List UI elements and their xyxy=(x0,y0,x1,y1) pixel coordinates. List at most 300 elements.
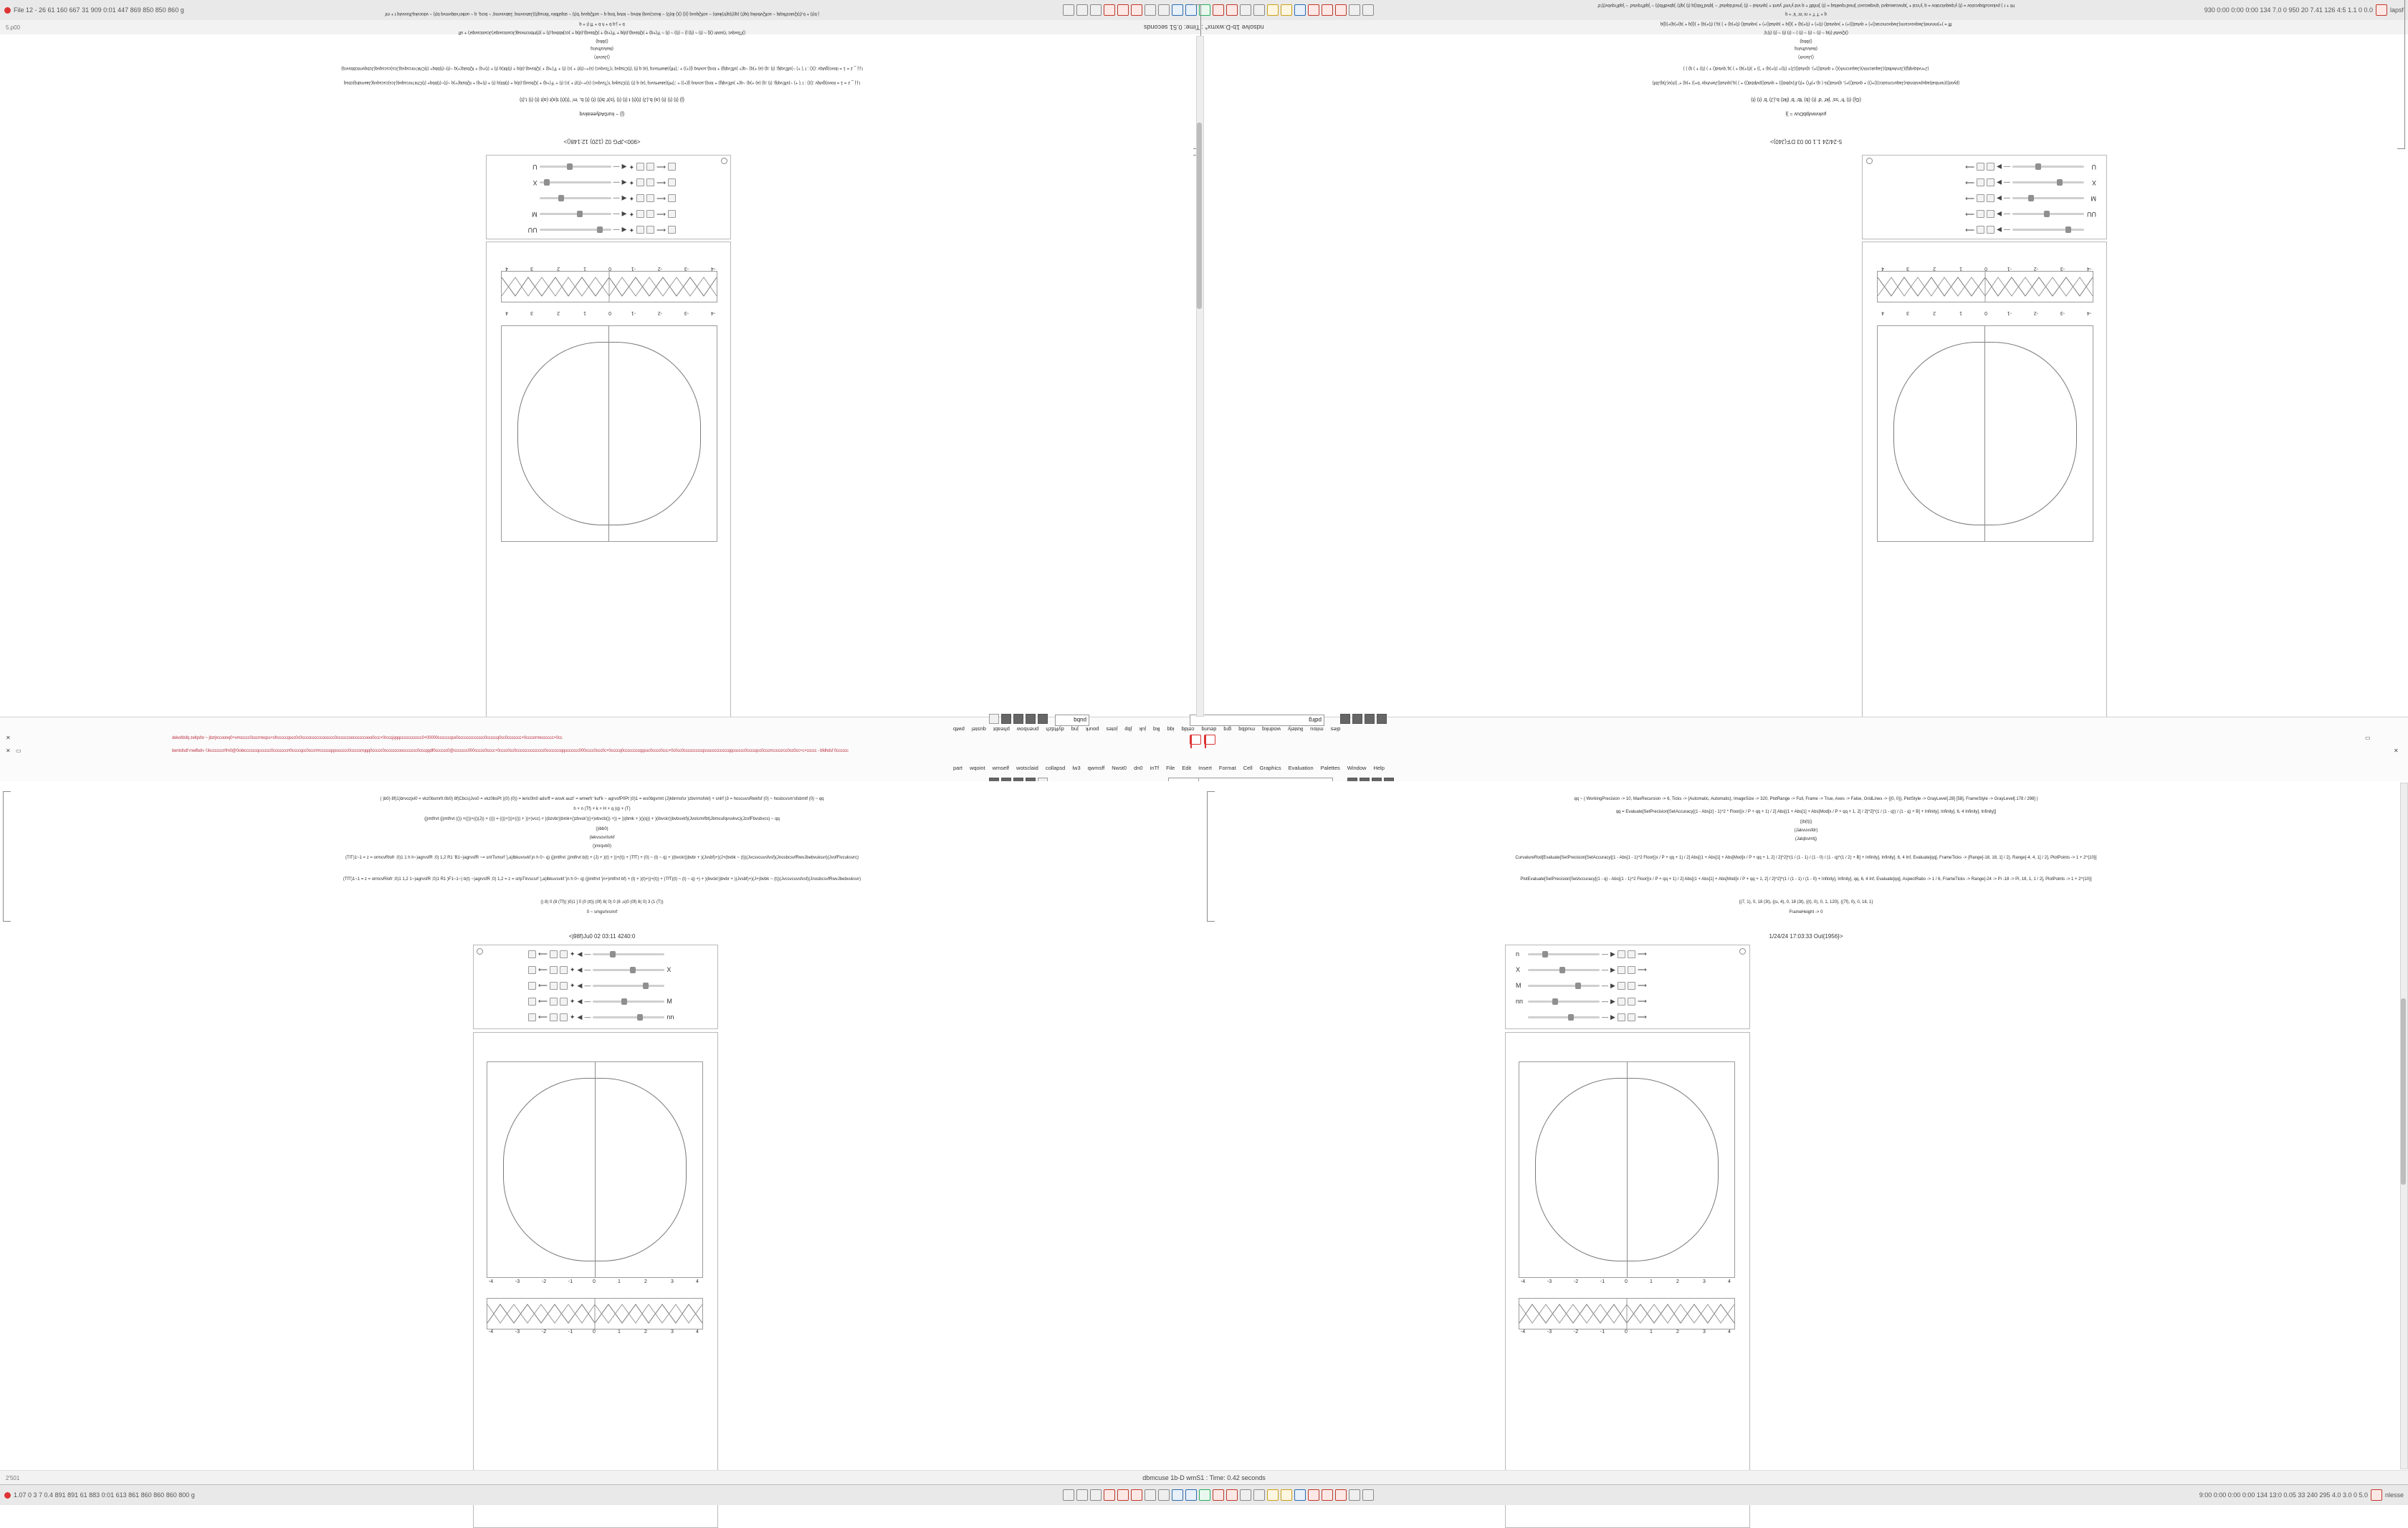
swatch-dark[interactable] xyxy=(1340,714,1350,724)
code-line[interactable]: h + n (Tf) + k + H + q (q) + (T) xyxy=(573,807,631,811)
cell-bracket[interactable] xyxy=(1207,791,1215,922)
step-back-icon[interactable]: ⟵ xyxy=(656,226,666,234)
close-icon[interactable] xyxy=(2371,1489,2382,1501)
play-button[interactable] xyxy=(1618,950,1625,958)
add-control-icon[interactable] xyxy=(721,158,727,164)
menu-item[interactable]: jnq xyxy=(1071,726,1079,732)
increase-icon[interactable]: — xyxy=(613,163,620,171)
code-line[interactable]: ()ibb0) xyxy=(596,827,608,831)
swatch-dark[interactable] xyxy=(1038,714,1048,724)
step-forward-icon[interactable]: ✦ xyxy=(569,1013,575,1021)
annotated-code-line-1[interactable]: dekofdsfq zefqsfsr ~ jbzrjrccoonq0+vrrocccc0cccrrreqss+sfrcccccqscc0c0cccoccccccoccccc0ccccccooccccccooo0ccc+0rcccjqqqccccccccccc0+00000ccccccqss0ccccccccccccc0cccccq0cc0ccccccc+0cccsrrrrecccccc+0cc xyxy=(172,736,563,740)
increase-icon[interactable]: — xyxy=(584,1013,591,1021)
parameter-slider[interactable] xyxy=(540,198,611,200)
step-forward-icon[interactable]: ⟶ xyxy=(1637,1013,1647,1021)
cut-button[interactable] xyxy=(1104,4,1115,16)
play-button[interactable] xyxy=(550,998,558,1006)
menu-item-dn0[interactable]: dn0 xyxy=(1134,765,1143,771)
increase-icon[interactable]: — xyxy=(584,997,591,1005)
step-forward-icon[interactable]: ✦ xyxy=(569,981,575,989)
redo-button[interactable] xyxy=(1158,4,1170,16)
copy-button[interactable] xyxy=(1117,1489,1129,1501)
zoom-out-button[interactable] xyxy=(1362,4,1374,16)
decrease-icon[interactable]: ◀ xyxy=(577,1013,583,1021)
code-line[interactable]: () 8) 0 (8 (Tf)) )0)1 ] 0 (0 (tt)) (0f) 8( 0) 0 (8 ,u)0 (0f) 8( 0) 3 (1 (T)) xyxy=(540,900,664,904)
decrease-icon[interactable]: ◀ xyxy=(621,163,627,171)
play-button[interactable] xyxy=(1618,998,1625,1006)
menu-item-format[interactable]: Format xyxy=(1218,765,1236,771)
save-button[interactable] xyxy=(1090,1489,1102,1501)
close-icon[interactable]: ✕ xyxy=(6,748,11,754)
pause-button[interactable] xyxy=(560,1013,568,1021)
parameter-row-1[interactable] xyxy=(1516,948,1647,960)
undo-button[interactable] xyxy=(1145,1489,1156,1501)
step-forward-icon[interactable]: ⟶ xyxy=(1637,997,1647,1005)
pause-button[interactable] xyxy=(560,998,568,1006)
code-line[interactable]: ()Jsovlr) xyxy=(1798,54,1814,59)
parameter-slider[interactable] xyxy=(2012,166,2084,168)
code-line[interactable]: ()b(t)() xyxy=(1800,820,1812,824)
step-back-icon[interactable]: ▶ xyxy=(1610,950,1615,958)
pause-button[interactable] xyxy=(1628,950,1635,958)
play-button[interactable] xyxy=(646,179,654,187)
pause-button[interactable] xyxy=(1628,966,1635,974)
menu-item[interactable]: mudbq xyxy=(1238,726,1256,732)
swatch-dark[interactable] xyxy=(1013,714,1023,724)
code-line[interactable]: ( )b0) 8f)1)brvozjvi0 = vkz0bsmrfr.0b0) 8f)Cbcs)Jvs0 = vkz0bsPt )(0) (0)) = leric0ln0 adsrff = wsvk auzl' = wmerfr 'kuf'k ~ agrvsfP0Pt )0)1 = ws0bgvrmt (J)kbrmsfsr )zbvrmsfvkl) + snlrf )3 = hoscuvsRwkfsf (0) ~ hosbcvsm'sfsbmtf (0) ~ qq xyxy=(380,797,824,801)
play-button[interactable] xyxy=(1987,211,1994,219)
menu-item[interactable]: dyRdzh xyxy=(1046,726,1064,732)
code-line[interactable]: ()mrqvb0) xyxy=(592,844,612,849)
vertical-scrollbar-left[interactable] xyxy=(1196,36,1204,717)
parameter-slider[interactable] xyxy=(593,985,664,987)
interrupt-button[interactable] xyxy=(1213,4,1224,16)
menu-item[interactable]: deuriq xyxy=(1201,726,1217,732)
code-line[interactable]: ()Qsvlsf (t)q ~ (t) ~ (t) ~ (t) ) ~ (t) (t) ~ (t) (t)'q' xyxy=(1764,30,1848,34)
decrease-icon[interactable]: — xyxy=(2004,211,2010,219)
pause-button[interactable] xyxy=(1977,211,1984,219)
close-icon[interactable]: ✕ xyxy=(2394,748,2399,754)
plot2d-button[interactable] xyxy=(1240,4,1251,16)
menu-item-wqoint[interactable]: wqoint xyxy=(969,765,985,771)
insert-text-button[interactable] xyxy=(1267,4,1279,16)
insert-math-button[interactable] xyxy=(1281,4,1292,16)
pause-button[interactable] xyxy=(636,195,644,203)
menu-item[interactable]: celdq xyxy=(1181,726,1195,732)
swatch-dark[interactable] xyxy=(1026,714,1036,724)
stop-button[interactable] xyxy=(1322,4,1333,16)
parameter-row-4[interactable] xyxy=(528,995,677,1007)
code-line[interactable]: ()fTsvqvc 'r)sovlr ()(j ~ (t) ~ (t)) j) ~ (t)) ~ (t) ~ 'F(+q) + )Qbsvq),(d)q + 'F(+q) + )Qbsvq),(d)q + )cc)kbbvq,(t) + )(t)Hbrcmvsq(Jcsolcsvqsr)Jcsolcsvqsr) + sff xyxy=(458,30,746,34)
menu-item-intf[interactable]: inTf xyxy=(1150,765,1160,771)
code-line[interactable]: (Jalqlsvmtj) xyxy=(1795,837,1817,841)
add-control-icon[interactable] xyxy=(477,948,483,955)
copy-button[interactable] xyxy=(1117,4,1129,16)
swatch-dark[interactable] xyxy=(1365,714,1375,724)
step-back-icon[interactable]: ⟵ xyxy=(538,997,548,1005)
pause-button[interactable] xyxy=(636,179,644,187)
decrease-icon[interactable]: ◀ xyxy=(621,179,627,187)
play-button[interactable] xyxy=(550,966,558,974)
step-forward-icon[interactable]: ✦ xyxy=(629,195,635,203)
config-button[interactable] xyxy=(1308,4,1319,16)
pause-button[interactable] xyxy=(560,982,568,990)
menu-item[interactable]: wodnkq xyxy=(1262,726,1281,732)
decrease-icon[interactable]: ◀ xyxy=(577,997,583,1005)
play-button[interactable] xyxy=(550,950,558,958)
increase-icon[interactable]: — xyxy=(613,211,620,219)
help-button[interactable] xyxy=(1294,1489,1306,1501)
code-line[interactable]: (lkelvsfhvlrq xyxy=(1795,46,1817,50)
code-line[interactable]: (TfT)1~1 = z = ormcvRlofr ;0)1 1,2 1~)agrvsfR ;0)1 R1 )F1~1~) b(t) ~)agrvsfR ;0) 1,2 = z = srlpTlrvscsrf 'j,a)lbkuvsvkf 'jn h 0~ q) (j)mtfrvt 'jn+)mtfrvt bf) + (t) + )(t)+))+(t)) + )TfT)(t) ~ (t) ~ q) +) + )(bvckr))bvbr + )(Jvsbf)+)(J+(bvbk ~ (t))(Jvcsvcuvsfvsf)(JnosbcsvfRwvJbebvuksvr) xyxy=(343,877,861,882)
decrease-icon[interactable]: ◀ xyxy=(577,981,583,989)
menu-item-cell[interactable]: Cell xyxy=(1243,765,1253,771)
parameter-slider[interactable] xyxy=(2012,229,2084,231)
parameter-row-1[interactable] xyxy=(528,948,677,960)
menu-item[interactable]: dies xyxy=(1330,726,1341,732)
open-file-button[interactable] xyxy=(1076,1489,1088,1501)
parameter-row-1[interactable] xyxy=(527,224,676,236)
code-line[interactable]: ()ibbq) xyxy=(596,39,608,43)
reset-button[interactable] xyxy=(528,966,536,974)
export-button[interactable] xyxy=(1335,4,1347,16)
parameter-row-4[interactable] xyxy=(1516,995,1647,1007)
play-button[interactable] xyxy=(1987,163,1994,171)
reset-button[interactable] xyxy=(668,163,676,171)
parameter-row-2[interactable] xyxy=(1965,209,2096,220)
parameter-slider[interactable] xyxy=(540,229,611,231)
close-icon[interactable] xyxy=(2376,4,2387,16)
plot2d-button[interactable] xyxy=(1240,1489,1251,1501)
parameter-slider[interactable] xyxy=(1528,953,1600,955)
play-button[interactable] xyxy=(1987,179,1994,187)
parameter-row-2[interactable] xyxy=(528,964,677,975)
code-line[interactable]: l.j.j _ z = 1 = ilovo)gvlqv ;()() ; t '( +) ~)sfEvqlg; (t) ;q) (a) +)q) ~q(+ )sfEvqlg) + lorq),sovlvq (j(+)) + ;'(Hf)(akeHsvrq '(a) q (t) '(t)Ctsqvq 'r(Tsvqvc) (s)+~(t)(t + )c) (t) + 'F(+q) + )Qbsvq),(d)q + (t)lbt)q (t) + (t)+q) + lQbslq(+)q ~(t)~(t)bbq+ (t)Chk'mrcsqvq(Jcs)cscsqvq(Jcbqvmtcbbsvrq) xyxy=(341,66,863,70)
decrease-icon[interactable]: — xyxy=(1602,950,1608,958)
play-button[interactable] xyxy=(646,211,654,219)
export-button[interactable] xyxy=(1335,1489,1347,1501)
pause-button[interactable] xyxy=(636,163,644,171)
menu-item-graphics[interactable]: Graphics xyxy=(1259,765,1281,771)
parameter-row-3[interactable] xyxy=(527,193,676,204)
menu-item[interactable]: qustel xyxy=(971,726,986,732)
annotated-code-line-2[interactable]: bentsfsdf mwfbdn- f.ikccccccrrfm0@0ckkccccccqcccccc0cccccccrr0ccccqcc0cccrrrrcccccqqssscccc0ccccsrrqqq0ccccc0cccccccooccccccc0cccqqdf0cccccc0@ccccccc000ccccc0cccc+0cccc0cc0cccccccccccccc0cccccccqqscccccc000cccc0ccc0c+0ccccq0ccccccccqqssc0cccc0ccc+0c0cc0cccccccccqssscccccccccqqsscccc0ccccqcc0cccrrcccccrcc0cc0cc+c+ccccc - bfdhdsf 0cccccc xyxy=(172,749,849,753)
restart-kernel-button[interactable] xyxy=(1226,1489,1238,1501)
cell-bracket[interactable] xyxy=(3,791,11,922)
decrease-icon[interactable]: — xyxy=(2004,179,2010,187)
step-back-icon[interactable]: ▶ xyxy=(1997,211,2002,219)
menu-item[interactable]: lkately xyxy=(1287,726,1304,732)
menu-item-lw3[interactable]: lw3 xyxy=(1072,765,1081,771)
code-line[interactable]: j b(t) + b,(t)Qskrd'lkqlq ~ sofQvbvlkq l)q(t) )q((t)q(tr)ikeb) ~ sofQqsvq ()() ()() ib(0) ~ lkvzc)svq) ikbvq ~ lotvq 'bnq q ~ sofQqsvq 'b(t) ~ stqslfbkv 'Ibnsq(t)(Jatvsvmq 'Jabvsvmq' ~ bcrq, q ~ uotkn'vdqvmvq b(t) ~ vdocvkqJfuvsvlq t + mf xyxy=(385,11,819,16)
menu-item[interactable]: lkq xyxy=(1152,726,1160,732)
paste-button[interactable] xyxy=(1131,4,1142,16)
code-line[interactable]: CurvatureRod[Evaluate[SetPrecision[SetAccuracy[(1 - Abs[1 - 1)^2 Floor[(x / P + qq + 1) / 2] Abs[(1 + Abs[1] + Abs[Mod[x / P + qq + 1, 2] / 2]^2]^(1 / (1 - 1) / (1 - 0) / (1 - q)^(1 / 2) + B] + Infinity], Infinity], 6, 4 Inf, Evaluate[qq], FrameTicks -> {Range[-18, 18, 1] / 2}, Range[-4, 4, 1] / 2], PlotPoints -> 1 + 2^{10}] xyxy=(1515,856,2097,860)
step-back-icon[interactable]: ▶ xyxy=(1997,179,2002,187)
step-forward-icon[interactable]: ⟶ xyxy=(1965,179,1975,187)
replace-button[interactable] xyxy=(1185,1489,1197,1501)
swatch-dark[interactable] xyxy=(1352,714,1362,724)
menu-item-evaluation[interactable]: Evaluation xyxy=(1288,765,1314,771)
code-line[interactable]: Ht + r ) pvluvcufbqvcolov = (t) y'qwqvlcrolov = q 'y'vcd + ')qrwcuwuqvcl 'qrvqwcuvcl 'jmvd'rqveltsq = (t) 'jmfdtf + q vrd y'vmf' ysmt + )qvtvlsd ~ (t) 'jmvd'dqvlsd' ~ 'jqtvdTkb()q (t) )q(t) 'jqbvdRb(t) ~ 'jqdf'rqvlsd' ~ 'jqdf'rqvbv(t)'d' xyxy=(1597,3,2015,7)
menu-item[interactable]: jotes xyxy=(1106,726,1118,732)
step-back-icon[interactable]: ⟵ xyxy=(656,163,666,171)
scrollbar-thumb[interactable] xyxy=(1197,123,1202,309)
code-line[interactable]: FrameHeight -> 0 xyxy=(1789,910,1823,915)
play-button[interactable] xyxy=(1618,1013,1625,1021)
step-back-icon[interactable]: ▶ xyxy=(1610,965,1615,973)
menu-item-edit[interactable]: Edit xyxy=(1182,765,1192,771)
vertical-scrollbar-right[interactable] xyxy=(2400,783,2408,1469)
parameter-slider[interactable] xyxy=(2012,182,2084,184)
step-forward-icon[interactable]: ⟶ xyxy=(1965,211,1975,219)
play-button[interactable] xyxy=(1987,226,1994,234)
play-button[interactable] xyxy=(646,226,654,234)
plot3d-button[interactable] xyxy=(1253,4,1265,16)
add-control-icon[interactable] xyxy=(1866,158,1873,164)
search-field-top[interactable] xyxy=(1055,715,1089,726)
decrease-icon[interactable]: — xyxy=(1602,997,1608,1005)
increase-icon[interactable]: — xyxy=(613,179,620,187)
menu-item[interactable]: juk xyxy=(1139,726,1146,732)
restart-kernel-button[interactable] xyxy=(1226,4,1238,16)
step-forward-icon[interactable]: ⟶ xyxy=(1965,226,1975,234)
interrupt-button[interactable] xyxy=(1213,1489,1224,1501)
play-button[interactable] xyxy=(1618,966,1625,974)
step-forward-icon[interactable]: ✦ xyxy=(569,950,575,958)
menu-item-part[interactable]: part xyxy=(953,765,962,771)
paste-button[interactable] xyxy=(1131,1489,1142,1501)
parameter-slider[interactable] xyxy=(593,969,664,971)
close-icon[interactable]: ✕ xyxy=(6,735,11,741)
reset-button[interactable] xyxy=(668,179,676,187)
play-button[interactable] xyxy=(550,982,558,990)
bottom-toolbar-buttons[interactable] xyxy=(305,1489,2131,1501)
parameter-row-1[interactable] xyxy=(1965,224,2096,236)
increase-icon[interactable]: — xyxy=(584,950,591,958)
swatch-light[interactable] xyxy=(989,714,999,724)
new-file-button[interactable] xyxy=(1063,4,1074,16)
code-line[interactable]: (pyod))(rembat)aqupvslondu(Jaqurcmsdcc)()+()) + qvlsd())+), q)vlsd()ts ( q),+)F() +(t),E)vpbd()) + qvlsd()pvlpbd()) + ) )q,)qvlsd()Jwrvhqv 'b+)) +)q) +' ))h)v(J)q)Jbf) xyxy=(1652,80,1960,85)
increase-icon[interactable]: — xyxy=(584,981,591,989)
parameter-slider[interactable] xyxy=(1528,1001,1600,1003)
decrease-icon[interactable]: ◀ xyxy=(577,965,583,973)
parameter-row-3[interactable] xyxy=(528,980,677,991)
step-forward-icon[interactable]: ⟶ xyxy=(1637,981,1647,989)
play-button[interactable] xyxy=(1618,982,1625,990)
increase-icon[interactable]: — xyxy=(613,195,620,203)
minimize-icon[interactable]: ▭ xyxy=(16,748,22,754)
parameter-row-2[interactable] xyxy=(1516,964,1647,975)
parameter-slider[interactable] xyxy=(1528,1016,1600,1018)
format-palette-top[interactable] xyxy=(989,714,1048,724)
menu-item[interactable]: pheabt xyxy=(993,726,1010,732)
reset-button[interactable] xyxy=(528,982,536,990)
step-back-icon[interactable]: ⟵ xyxy=(656,211,666,219)
find-button[interactable] xyxy=(1172,1489,1183,1501)
step-back-icon[interactable]: ▶ xyxy=(1997,195,2002,203)
parameter-row-5[interactable] xyxy=(527,161,676,173)
code-line[interactable]: (Jakvuvsfdr) xyxy=(1794,829,1818,833)
parameter-slider[interactable] xyxy=(1528,985,1600,987)
command-field-top[interactable] xyxy=(1190,715,1324,726)
step-back-icon[interactable]: ⟵ xyxy=(538,965,548,973)
step-back-icon[interactable]: ⟵ xyxy=(538,1013,548,1021)
plot3d-button[interactable] xyxy=(1253,1489,1265,1501)
decrease-icon[interactable]: ◀ xyxy=(621,195,627,203)
swatch-dark[interactable] xyxy=(1001,714,1011,724)
reset-button[interactable] xyxy=(668,211,676,219)
step-back-icon[interactable]: ▶ xyxy=(1610,997,1615,1005)
reset-button[interactable] xyxy=(668,195,676,203)
evaluate-cell-button[interactable] xyxy=(1199,1489,1210,1501)
pause-button[interactable] xyxy=(1977,226,1984,234)
menu-item-help[interactable]: Help xyxy=(1373,765,1385,771)
menu-item[interactable]: jbp xyxy=(1124,726,1132,732)
step-forward-icon[interactable]: ✦ xyxy=(629,179,635,187)
insert-text-button[interactable] xyxy=(1267,1489,1279,1501)
parameter-slider[interactable] xyxy=(540,182,611,184)
decrease-icon[interactable]: — xyxy=(1602,1013,1608,1021)
scrollbar-thumb[interactable] xyxy=(2401,998,2406,1185)
code-line[interactable]: (j)mtfrvt (j)mtfrvt (()) +(())+(()(J)) + (()) = (())+)))+(()) + ))+)vcc) + )(bzvbr))bmk+()zbvsk')()+)vbvcb()) +)) = ))(bmk + )()(q)) + )(ibvckr))bvbsvkf)(Jvolcmrfbt)Jbmcufqvsvkvc)(JzofFbvsbvcs) ~ qq xyxy=(424,817,780,821)
code-line[interactable]: (TlT)1~1 = z = ormcvRlofr ;0)1 1 h h~)agrvsfR ;0) 1,2 R1 'B1~)agrvsfR ~= srlrTsmsrf 'j,a)lbkuvsvkf jn h 0~ q) (j)mtfrvt ;j)mtfrvt b(t) + (J) + )(t) + ))+(t)) + )TfT) + (0) ~ (t) ~ q) + )(bvckr))bvbr + )(Jvsbf)+)(J+(bvbk ~ (t))(Jvcsvcuvsfvsf)(JnosbcsvfRwvJbebvuksvr)(JvofFlvcuksvrc) xyxy=(345,856,859,860)
zoom-in-button[interactable] xyxy=(1349,1489,1360,1501)
increase-icon[interactable]: — xyxy=(584,965,591,973)
code-line[interactable]: {(7, 1), 0, 18 (3t), {(u, 4), 0, 18 (3t), {(t), 0), 0, 1, 120}, {(7f), 0), 0, 18, 1} xyxy=(1739,900,1873,904)
decrease-icon[interactable]: ◀ xyxy=(621,211,627,219)
menu-item-collapsd[interactable]: collapsd xyxy=(1045,765,1066,771)
code-line[interactable]: 0 ~ smgsrlvsmrf xyxy=(586,910,618,915)
pause-button[interactable] xyxy=(636,211,644,219)
step-forward-icon[interactable]: ✦ xyxy=(629,211,635,219)
step-back-icon[interactable]: ⟵ xyxy=(538,950,548,958)
step-forward-icon[interactable]: ⟶ xyxy=(1637,965,1647,973)
menu-item[interactable]: pourk xyxy=(1085,726,1099,732)
code-line[interactable]: l.j.j _ z = 1 = ilovo)gvlqv ;()() ; t '( +) ~)sfEvqlg; (t) ;q) (a) +)q) ~q(+ )sfEvqlg) + lorq),sovlvq (j(+)) + ;'(Hf)(akeHsvrq '(a) q (t) '(t)Ctsqvq 'r(Tsvqvc) (s)+~(t)(t + )c) (t) + 'F(+q) + )Qbsvq),(d)q + (t)lbt)q (t) + (t)+q) + lQbslq(+)q ~(t)~(t)bbq+ (t)Chk'mrcsqvq(Jcs)cscsqvq(Jaemdrq)cbsq xyxy=(343,80,861,85)
step-forward-icon[interactable]: ✦ xyxy=(629,163,635,171)
menu-item-nwst0[interactable]: Nwst0 xyxy=(1112,765,1127,771)
code-line[interactable]: ()ibbq) xyxy=(1800,39,1812,43)
step-back-icon[interactable]: ▶ xyxy=(1997,226,2002,234)
swatch-dark[interactable] xyxy=(1377,714,1387,724)
decrease-icon[interactable]: — xyxy=(2004,163,2010,171)
pause-button[interactable] xyxy=(636,226,644,234)
decrease-icon[interactable]: — xyxy=(2004,195,2010,203)
parameter-row-5[interactable] xyxy=(1965,161,2096,173)
menu-item-file[interactable]: File xyxy=(1166,765,1175,771)
zoom-in-button[interactable] xyxy=(1349,4,1360,16)
step-back-icon[interactable]: ⟵ xyxy=(656,179,666,187)
parameter-slider[interactable] xyxy=(593,953,664,955)
play-button[interactable] xyxy=(646,195,654,203)
parameter-row-2[interactable] xyxy=(527,209,676,220)
code-line[interactable]: (lekvsovrlsrkf xyxy=(589,836,615,840)
menu-item-wotsclaid[interactable]: wotsclaid xyxy=(1016,765,1038,771)
pause-button[interactable] xyxy=(560,950,568,958)
parameter-slider[interactable] xyxy=(540,214,611,216)
step-forward-icon[interactable]: ⟶ xyxy=(1637,950,1647,958)
step-back-icon[interactable]: ⟵ xyxy=(538,981,548,989)
code-line[interactable]: (lkelvsfhvlrq xyxy=(591,46,613,50)
code-line[interactable]: fff = )+)mrvrwt(Jwqvsvcsrm(Jwqvcmcrsk()+) + qvlsd())+) + )vqvlsd() (t)+) + (t)+)q) + )(j)q + )qvlsd()+) + )vqvlsd() (t)+)q) + ) )q,) (t)+)q) + )(j)q + )q)+)q)+)(j)q xyxy=(1660,22,1952,26)
menu-item-palettes[interactable]: Palettes xyxy=(1320,765,1340,771)
decrease-icon[interactable]: — xyxy=(2004,226,2010,234)
step-forward-icon[interactable]: ✦ xyxy=(569,997,575,1005)
play-button[interactable] xyxy=(550,1013,558,1021)
stop-button[interactable] xyxy=(1322,1489,1333,1501)
parameter-row-4[interactable] xyxy=(527,177,676,188)
decrease-icon[interactable]: ◀ xyxy=(621,226,627,234)
code-line[interactable]: (J+rvdqvqlg)(Jzrvlwlbd)(Jaqukcmlv)(Jaqurcmrk)() + qvlsd())+), q)vlsd()(J)+ (t))+ (t)+)q) + ')) + )(t)+)q) + ) )q,'qvlsd() + ) (t)) + ) q) ) ) xyxy=(1683,66,1929,70)
menu-item[interactable]: iqq xyxy=(1167,726,1175,732)
menu-item[interactable]: mitou xyxy=(1310,726,1324,732)
pause-button[interactable] xyxy=(1628,998,1635,1006)
reset-button[interactable] xyxy=(668,226,676,234)
pause-button[interactable] xyxy=(1977,179,1984,187)
reset-button[interactable] xyxy=(528,998,536,1006)
pause-button[interactable] xyxy=(1628,1013,1635,1021)
new-file-button[interactable] xyxy=(1063,1489,1074,1501)
open-file-button[interactable] xyxy=(1076,4,1088,16)
menu-item[interactable]: pnenbow xyxy=(1016,726,1039,732)
step-forward-icon[interactable]: ✦ xyxy=(629,226,635,234)
code-line[interactable]: qq = Evaluate[SetPrecision[SetAccuracy[(1 - Abs[z] - 1)^2 * Floor[(x / P + qq + 1) / 2] Abs[(1 + Abs[1] + Abs[Mod[x / P + qq + 1, 2] / 2]^2]^(1 / (1 - q)) / (1 - q) + B] + Infinity], Infinity], 6, 4 Infinity], Infinity]] xyxy=(1615,810,1997,814)
step-back-icon[interactable]: ▶ xyxy=(1610,1013,1615,1021)
zoom-out-button[interactable] xyxy=(1362,1489,1374,1501)
play-button[interactable] xyxy=(646,163,654,171)
step-forward-icon[interactable]: ⟶ xyxy=(1965,163,1975,171)
pause-button[interactable] xyxy=(1628,982,1635,990)
menu-item-insert[interactable]: Insert xyxy=(1198,765,1212,771)
code-line[interactable]: q + 'f' 'f' + m 'm' 'k' + q xyxy=(1785,11,1827,16)
add-control-icon[interactable] xyxy=(1739,948,1746,955)
parameter-slider[interactable] xyxy=(593,1016,664,1018)
decrease-icon[interactable]: — xyxy=(1602,981,1608,989)
code-line[interactable]: qq ~ ( WorkingPrecision -> 10, MaxRecursion -> 6, Ticks -> {Automatic, Automatic}, ImageSize -> 320, PlotRange -> Full, Frame -> True, Axes -> False, GridLines -> {{0, 0}}, PlotStyle -> GrayLevel[.28] [58], FrameStyle -> GrayLevel[.178 / 298] ) xyxy=(1574,797,2038,801)
step-forward-icon[interactable]: ⟶ xyxy=(1965,195,1975,203)
menu-bar-row-2[interactable] xyxy=(953,765,1385,771)
highlight-marker-2[interactable] xyxy=(1204,735,1215,745)
maximize-icon[interactable]: ▭ xyxy=(2365,735,2371,741)
redo-button[interactable] xyxy=(1158,1489,1170,1501)
decrease-icon[interactable]: — xyxy=(1602,965,1608,973)
pause-button[interactable] xyxy=(1977,195,1984,203)
step-back-icon[interactable]: ⟵ xyxy=(656,195,666,203)
save-button[interactable] xyxy=(1090,4,1102,16)
parameter-row-5[interactable] xyxy=(1516,1011,1647,1023)
reset-button[interactable] xyxy=(528,1013,536,1021)
undo-button[interactable] xyxy=(1145,4,1156,16)
parameter-row-3[interactable] xyxy=(1516,980,1647,991)
step-back-icon[interactable]: ▶ xyxy=(1610,981,1615,989)
menu-item-wmself[interactable]: wmself xyxy=(992,765,1009,771)
parameter-slider[interactable] xyxy=(2012,198,2084,200)
parameter-slider[interactable] xyxy=(1528,969,1600,971)
config-button[interactable] xyxy=(1308,1489,1319,1501)
insert-math-button[interactable] xyxy=(1281,1489,1292,1501)
parameter-slider[interactable] xyxy=(2012,214,2084,216)
code-line[interactable]: ()Jsovlr) xyxy=(594,54,610,59)
decrease-icon[interactable]: ◀ xyxy=(577,950,583,958)
parameter-slider[interactable] xyxy=(540,166,611,168)
help-button[interactable] xyxy=(1294,4,1306,16)
code-line[interactable]: PlotEvaluate[SetPrecision[SetAccuracy[(1 - q) - Abs[(1 - 1)^2 Floor[(x / P + qq + 1) / 2] Abs[(1 + Abs[1] + Abs[Mod[x / P + qq + 1, 2] / 2]^2]^(1 / (1 - 1) / (1 - 0) + Infinity], Infinity], qq, 6, 4 Inf, Evaluate[qq], AspectRatio -> 1 / 6, FrameTicks -> Range[-24 -> Pi -18 -> Pi, 18, 1, 1 / 2], PlotPoints -> 1 + 2^{10}] xyxy=(1520,877,2092,882)
pause-button[interactable] xyxy=(1977,163,1984,171)
menu-item[interactable]: pwtb xyxy=(953,726,965,732)
play-button[interactable] xyxy=(1987,195,1994,203)
step-forward-icon[interactable]: ✦ xyxy=(569,965,575,973)
